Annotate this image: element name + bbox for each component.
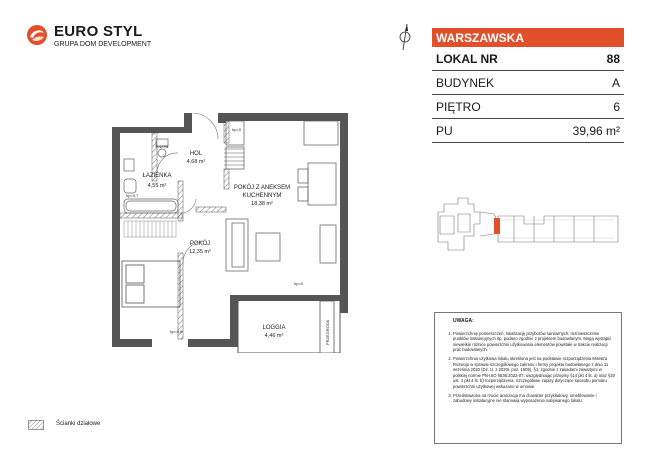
notes-title: UWAGA: bbox=[453, 318, 474, 324]
room-label-living: POKÓJ Z ANEKSEM bbox=[233, 185, 291, 191]
mark-tv: hp=0 bbox=[294, 281, 304, 286]
note-item: 1. Powierzchnię pomieszczeń, lokalizację przyborów sanitarnych, rozmieszczenie punktów instalacyjnych itp. podano zgodnie z projektem budowlanym. Mogą wystąpić niewielkie różnice powierzchni użytkowania elementów powstałe w trakcie realizacji prac budowlanych. bbox=[453, 331, 615, 353]
note-item: 3. Przedstawiona na rzucie aranżacja ma charakter przykładowy, umeblowanie i zabudowy instalacyjne nie stanowią wyposażenia nabywanego lokalu. bbox=[453, 393, 615, 404]
mark-cabinet: h=prog bbox=[155, 143, 169, 148]
info-row-building bbox=[432, 71, 624, 95]
room-area-lazienka: 4,55 m² bbox=[147, 183, 167, 189]
floor-value: 6 bbox=[613, 99, 620, 114]
room-label-living-2: KUCHENNYM bbox=[242, 193, 282, 199]
room-label-lazienka: ŁAZIENKA bbox=[142, 173, 172, 179]
unit-label: LOKAL NR bbox=[436, 51, 498, 66]
partition-hatch-icon bbox=[28, 420, 44, 430]
unit-info-table bbox=[432, 28, 624, 143]
notes-box bbox=[434, 312, 622, 444]
north-arrow-icon bbox=[394, 23, 416, 51]
building-key-plan bbox=[434, 194, 622, 264]
legend-label: Ścianki działowe bbox=[56, 421, 101, 427]
mark-sill-1: hp=0 bbox=[232, 127, 242, 132]
room-area-hol: 4,68 m² bbox=[186, 159, 206, 165]
eurostyl-swirl-logo-icon bbox=[26, 24, 48, 46]
city-header: WARSZAWSKA bbox=[432, 28, 624, 47]
mark-sill-3: hp=0,8 bbox=[170, 329, 183, 334]
info-row-floor bbox=[432, 95, 624, 119]
info-row-unit bbox=[432, 47, 624, 71]
room-area-living: 18,38 m² bbox=[251, 201, 273, 207]
brand-tagline: GRUPA DOM DEVELOPMENT bbox=[54, 41, 152, 48]
info-row-area bbox=[432, 119, 624, 143]
mark-partition: PRZEGRODA bbox=[325, 319, 330, 345]
room-label-hol: HOL bbox=[189, 151, 203, 157]
floor-plan bbox=[112, 113, 352, 353]
area-label: PU bbox=[436, 123, 453, 138]
room-area-loggia: 4,46 m² bbox=[264, 333, 284, 339]
brand-name: EURO STYL bbox=[54, 23, 143, 40]
brand-logo bbox=[26, 22, 152, 52]
room-label-loggia: LOGGIA bbox=[262, 325, 286, 331]
note-item: 2. Powierzchnia użytkowa lokalu określona jest na podstawie rozporządzenia Ministra Rozwoju w sprawie szczegółowego zakresu i formy projektu budowlanego z dnia 11 września 2020 (Dz. U. z 2020r. poz. 1609), §1, zgodnie z zasadami zawartymi w polskiej normie PN-ISO 9836:2022-07, uwzględniając przepisy §14 pkt 4 lit. a) oraz §20 ust. 1 pkt 4 lit. b) rozporządzenia. Szczegółowe zapisy dotyczące sposobu pomiaru powierzchni użytkowej wskazano w umowie. bbox=[453, 356, 615, 390]
room-area-pokoj: 12,35 m² bbox=[189, 249, 211, 255]
mark-sill-2: hp=0,7 bbox=[126, 193, 139, 198]
notes-list bbox=[441, 331, 615, 404]
floor-label: PIĘTRO bbox=[436, 99, 481, 114]
outer-walls bbox=[112, 113, 348, 347]
unit-value: 88 bbox=[606, 51, 620, 66]
building-label: BUDYNEK bbox=[436, 75, 495, 90]
building-value: A bbox=[611, 75, 620, 90]
area-value: 39,96 m² bbox=[572, 123, 620, 138]
room-label-pokoj: POKÓJ bbox=[189, 241, 211, 247]
